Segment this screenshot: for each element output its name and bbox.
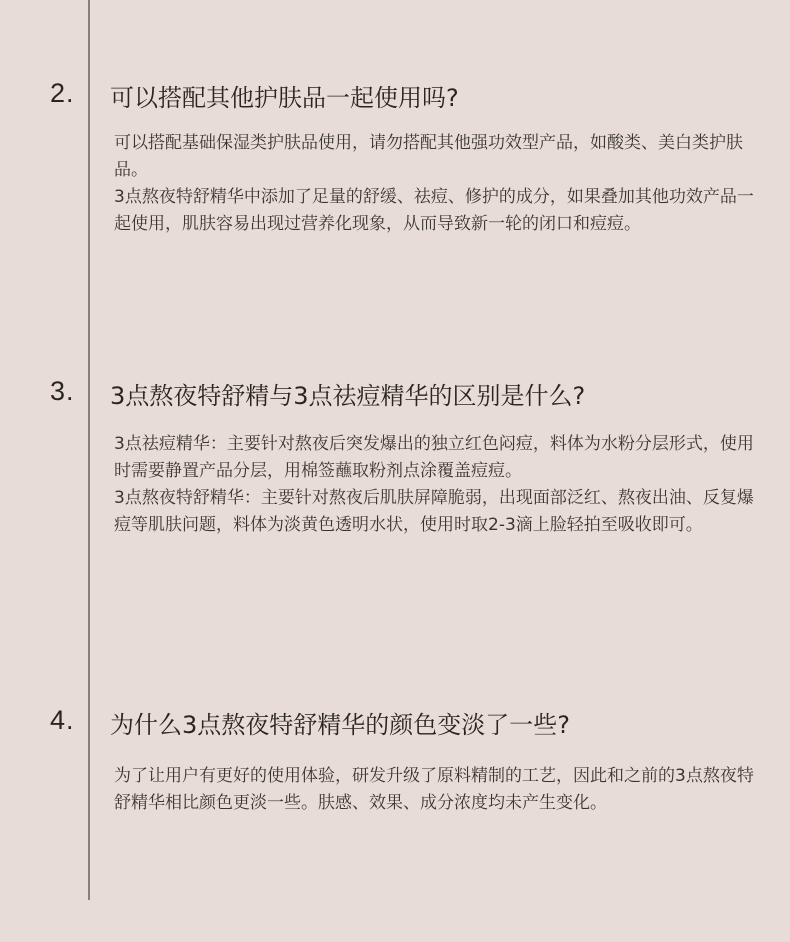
faq-question: 为什么3点熬夜特舒精华的颜色变淡了一些? xyxy=(110,711,571,739)
faq-question: 3点熬夜特舒精与3点祛痘精华的区别是什么? xyxy=(110,382,586,410)
faq-answer xyxy=(114,130,754,238)
faq-number: 3. xyxy=(50,376,75,406)
faq-number: 4. xyxy=(50,705,75,735)
answer-paragraph: 3点熬夜特舒精华：主要针对熬夜后肌肤屏障脆弱，出现面部泛红、熬夜出油、反复爆痘等肌肤问题，料体为淡黄色透明水状，使用时取2-3滴上脸轻拍至吸收即可。 xyxy=(114,488,754,535)
faq-number: 2. xyxy=(50,78,75,108)
answer-paragraph: 3点祛痘精华：主要针对熬夜后突发爆出的独立红色闷痘，料体为水粉分层形式，使用时需要静置产品分层，用棉签蘸取粉剂点涂覆盖痘痘。 xyxy=(114,434,754,481)
faq-question: 可以搭配其他护肤品一起使用吗? xyxy=(110,84,459,112)
answer-paragraph: 3点熬夜特舒精华中添加了足量的舒缓、祛痘、修护的成分，如果叠加其他功效产品一起使用，肌肤容易出现过营养化现象，从而导致新一轮的闭口和痘痘。 xyxy=(114,187,754,234)
faq-answer xyxy=(114,431,754,539)
vertical-divider-line xyxy=(88,0,90,900)
faq-answer xyxy=(114,763,754,817)
answer-paragraph: 可以搭配基础保湿类护肤品使用，请勿搭配其他强功效型产品，如酸类、美白类护肤品。 xyxy=(114,133,743,180)
answer-paragraph: 为了让用户有更好的使用体验，研发升级了原料精制的工艺，因此和之前的3点熬夜特舒精华相比颜色更淡一些。肤感、效果、成分浓度均未产生变化。 xyxy=(114,766,754,813)
